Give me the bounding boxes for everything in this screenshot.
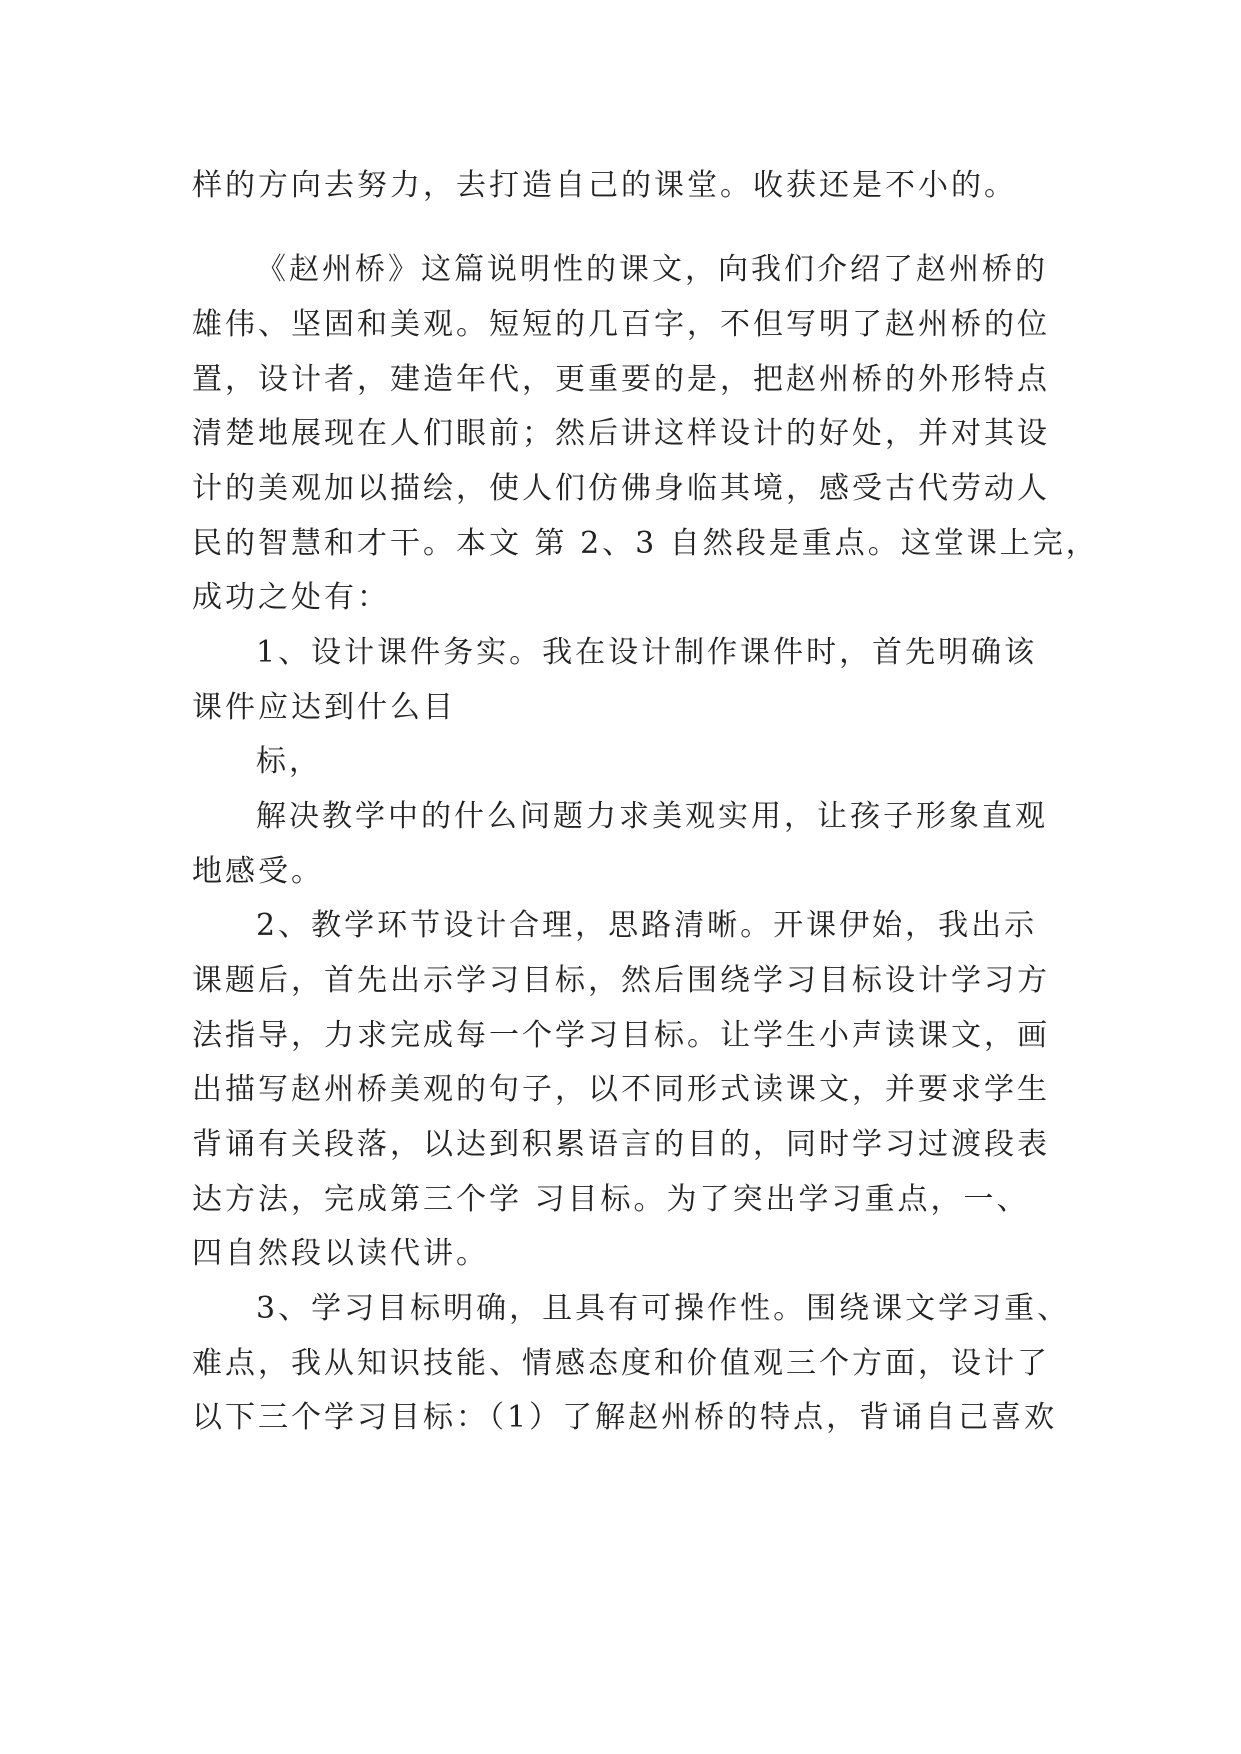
- text-line: 出描写赵州桥美观的句子，以不同形式读课文，并要求学生: [192, 1072, 1050, 1107]
- text-line: 难点，我从知识技能、情感态度和价值观三个方面，设计了: [192, 1346, 1050, 1381]
- paragraph-first-line: 2、教学环节设计合理，思路清晰。开课伊始，我出示: [256, 908, 1038, 943]
- paragraph-first-line: 3、学习目标明确，且具有可操作性。围绕课文学习重、: [256, 1291, 1071, 1326]
- text-line: 解决教学中的什么问题力求美观实用，让孩子形象直观: [256, 799, 1048, 834]
- text-line: 成功之处有：: [192, 580, 390, 615]
- text-line: 标，: [256, 744, 322, 779]
- text-line: 清楚地展现在人们眼前；然后讲这样设计的好处，并对其设: [192, 416, 1050, 451]
- text-line: 达方法，完成第三个学 习目标。为了突出学习重点，一、: [192, 1182, 1030, 1217]
- text-line: 课题后，首先出示学习目标，然后围绕学习目标设计学习方: [192, 963, 1050, 998]
- text-line: 民的智慧和才干。本文 第 2、3 自然段是重点。这堂课上完，: [192, 526, 1099, 561]
- text-line: 样的方向去努力，去打造自己的课堂。收获还是不小的。: [192, 168, 1017, 203]
- text-line: 四自然段以读代讲。: [192, 1236, 489, 1271]
- text-line: 雄伟、坚固和美观。短短的几百字，不但写明了赵州桥的位: [192, 307, 1050, 342]
- text-line: 以下三个学习目标：（1）了解赵州桥的特点，背诵自己喜欢: [192, 1400, 1058, 1435]
- text-line: 地感受。: [192, 854, 324, 889]
- paragraph-first-line: 1、设计课件务实。我在设计制作课件时，首先明确该: [256, 635, 1038, 670]
- paragraph-first-line: 《赵州桥》这篇说明性的课文，向我们介绍了赵州桥的: [256, 252, 1048, 287]
- text-line: 课件应达到什么目: [192, 690, 456, 725]
- text-line: 置，设计者，建造年代，更重要的是，把赵州桥的外形特点: [192, 362, 1050, 397]
- text-line: 背诵有关段落，以达到积累语言的目的，同时学习过渡段表: [192, 1127, 1050, 1162]
- text-line: 计的美观加以描绘，使人们仿佛身临其境，感受古代劳动人: [192, 471, 1050, 506]
- text-line: 法指导，力求完成每一个学习目标。让学生小声读课文，画: [192, 1018, 1050, 1053]
